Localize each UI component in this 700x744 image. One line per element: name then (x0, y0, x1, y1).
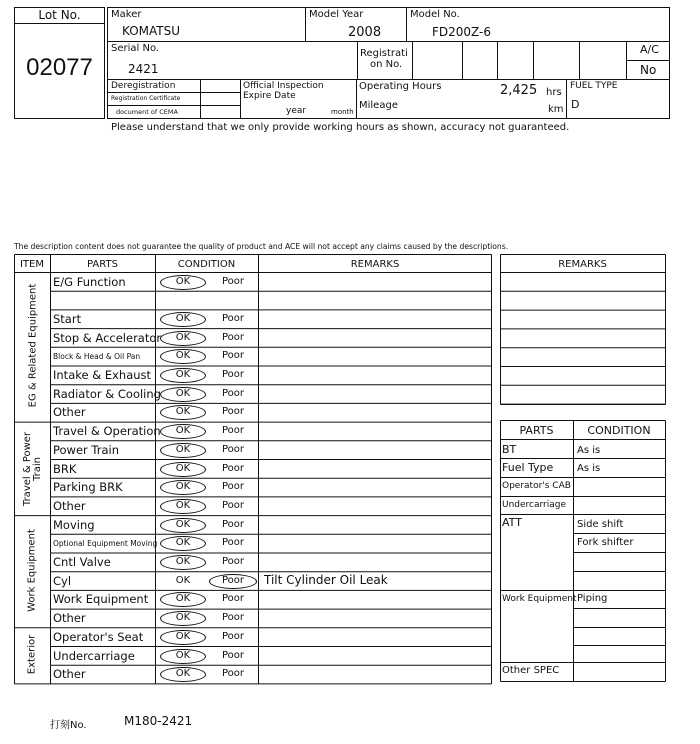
part-name: Optional Equipment Moving (53, 539, 158, 549)
part-name: Travel & Operation (53, 424, 161, 439)
ok-option[interactable]: OK (175, 593, 191, 605)
ac-value: No (640, 63, 657, 77)
ok-option[interactable]: OK (175, 331, 191, 343)
registration-certificate-label: Registration Certificate (111, 95, 181, 102)
col-item-header: ITEM (19, 259, 44, 270)
poor-option[interactable]: Poor (221, 481, 245, 493)
col-parts-header: PARTS (87, 259, 118, 270)
spec-fuel-label: Fuel Type (502, 461, 554, 474)
registration-label-1: Registrati (360, 48, 408, 59)
serial-no-value: 2421 (128, 62, 159, 76)
part-name: Other (53, 498, 86, 513)
hrs-unit: hrs (546, 87, 562, 98)
poor-option[interactable]: Poor (221, 275, 245, 287)
stamp-label: 打刻No. (50, 720, 87, 731)
ok-option[interactable]: OK (175, 425, 191, 437)
maker-label: Maker (111, 9, 142, 20)
part-name: BRK (53, 461, 77, 476)
ok-option[interactable]: OK (175, 350, 191, 362)
group-label: Exterior (26, 634, 38, 675)
selection-oval (160, 555, 206, 570)
ok-option[interactable]: OK (175, 556, 191, 567)
part-name: Start (53, 311, 82, 326)
lot-number: 02077 (26, 54, 93, 81)
part-name: Other (53, 611, 86, 626)
spec-work-eq-value: Piping (577, 593, 608, 604)
poor-option[interactable]: Poor (221, 425, 245, 437)
part-name: E/G Function (53, 274, 126, 289)
poor-option[interactable]: Poor (221, 406, 245, 418)
right-remarks-header: REMARKS (558, 259, 607, 270)
month-label: month (331, 108, 354, 116)
part-name: Power Train (53, 442, 120, 457)
selection-oval (160, 443, 206, 458)
selection-oval (160, 518, 206, 533)
spec-att-label: ATT (502, 516, 522, 529)
selection-oval (160, 275, 206, 290)
model-no-value: FD200Z-6 (432, 25, 492, 39)
poor-option[interactable]: Poor (221, 443, 245, 455)
group-label: EG & Related Equipment (27, 283, 38, 408)
selection-oval (160, 499, 206, 514)
part-name: Cntl Valve (53, 555, 111, 569)
selection-oval (160, 611, 206, 626)
poor-option[interactable]: Poor (221, 387, 245, 399)
ok-option[interactable]: OK (175, 518, 191, 530)
poor-option[interactable]: Poor (221, 649, 245, 661)
mileage-label: Mileage (359, 100, 398, 111)
ok-option[interactable]: OK (175, 369, 191, 380)
part-name: Operator's Seat (53, 629, 144, 644)
part-name: Work Equipment (53, 592, 149, 607)
selection-oval (160, 368, 206, 383)
ac-label: A/C (640, 43, 659, 56)
ok-option[interactable]: OK (175, 574, 191, 586)
lot-no-label: Lot No. (38, 8, 81, 22)
spec-att-value-1: Side shift (577, 519, 624, 530)
model-no-label: Model No. (410, 9, 460, 20)
spec-undercarriage-label: Undercarriage (502, 500, 567, 510)
ok-option[interactable]: OK (175, 481, 191, 493)
poor-option[interactable]: Poor (221, 668, 245, 680)
ok-option[interactable]: OK (175, 462, 191, 474)
remark-text: Tilt Cylinder Oil Leak (264, 572, 388, 587)
selection-oval (209, 574, 257, 589)
ok-option[interactable]: OK (175, 406, 191, 418)
selection-oval (160, 630, 206, 645)
group-label: Work Equipment (27, 528, 38, 612)
km-unit: km (548, 104, 564, 115)
maker-value: KOMATSU (122, 24, 181, 38)
selection-oval (160, 312, 206, 327)
selection-oval (160, 649, 206, 664)
spec-bt-label: BT (502, 443, 517, 456)
part-name: Moving (53, 517, 95, 532)
fuel-type-value: D (571, 98, 580, 111)
poor-option[interactable]: Poor (221, 593, 245, 605)
ok-option[interactable]: OK (175, 275, 191, 287)
stamp-value: M180-2421 (124, 714, 193, 728)
part-name: Stop & Accelerator (53, 330, 162, 345)
col-remarks-header: REMARKS (350, 259, 400, 270)
deregistration-label: Deregistration (111, 81, 176, 91)
part-name: Other (53, 667, 86, 682)
ok-option[interactable]: OK (175, 537, 191, 549)
part-name: Radiator & Cooling (53, 386, 161, 401)
spec-bt-condition: As is (577, 445, 601, 456)
part-name: Intake & Exhaust (53, 368, 152, 382)
selection-oval (160, 331, 206, 346)
spec-cab-label: Operator's CAB (502, 481, 571, 491)
poor-option[interactable]: Poor (221, 312, 245, 324)
official-inspection-label-1: Official Inspection (243, 81, 324, 91)
spec-other-label: Other SPEC (502, 665, 560, 676)
fuel-type-label: FUEL TYPE (570, 81, 618, 91)
poor-option[interactable]: Poor (221, 556, 245, 567)
selection-oval (160, 387, 206, 402)
poor-option[interactable]: Poor (221, 612, 245, 624)
poor-option[interactable]: Poor (221, 499, 245, 511)
poor-option[interactable]: Poor (221, 350, 245, 362)
operating-hours-value: 2,425 (500, 83, 538, 98)
operating-hours-label: Operating Hours (359, 81, 442, 92)
disclaimer: The description content does not guarantee the quality of product and ACE will not accept any claims caused by the descriptions. (14, 242, 509, 251)
hours-note: Please understand that we only provide working hours as shown, accuracy not guaranteed. (111, 122, 570, 133)
spec-col-parts: PARTS (519, 424, 554, 437)
ok-option[interactable]: OK (175, 668, 191, 680)
poor-option[interactable]: Poor (221, 369, 245, 380)
official-inspection-label-2: Expire Date (243, 91, 296, 101)
model-year-label: Model Year (309, 9, 364, 20)
spec-col-condition: CONDITION (587, 424, 651, 437)
ok-option[interactable]: OK (175, 630, 191, 642)
poor-option[interactable]: Poor (221, 331, 245, 343)
ok-option[interactable]: OK (175, 649, 191, 661)
serial-no-label: Serial No. (111, 43, 160, 54)
poor-option[interactable]: Poor (221, 518, 245, 530)
registration-label-2: on No. (370, 59, 403, 70)
ok-option[interactable]: OK (175, 443, 191, 455)
spec-fuel-condition: As is (577, 463, 601, 474)
spec-att-value-2: Fork shifter (577, 537, 634, 548)
year-label: year (286, 106, 307, 116)
part-name: Other (53, 405, 86, 420)
ok-option[interactable]: OK (175, 312, 191, 324)
part-name: Undercarriage (53, 648, 135, 663)
part-name: Parking BRK (53, 480, 123, 495)
document-cema-label: document of CEMA (116, 108, 178, 116)
model-year-value: 2008 (348, 25, 382, 40)
group-label: Travel & Power Train (21, 431, 43, 506)
ok-option[interactable]: OK (175, 499, 191, 511)
spec-work-eq-label: Work Equipment (502, 594, 577, 604)
part-name: Cyl (53, 573, 72, 588)
poor-option[interactable]: Poor (221, 630, 245, 642)
selection-oval (160, 462, 206, 477)
poor-option[interactable]: Poor (221, 462, 245, 474)
selection-oval (160, 424, 206, 439)
poor-option[interactable]: Poor (221, 537, 245, 549)
ok-option[interactable]: OK (175, 387, 191, 399)
part-name: Block & Head & Oil Pan (53, 352, 141, 362)
col-condition-header: CONDITION (177, 259, 236, 270)
ok-option[interactable]: OK (175, 612, 191, 624)
poor-option[interactable]: Poor (221, 574, 245, 586)
